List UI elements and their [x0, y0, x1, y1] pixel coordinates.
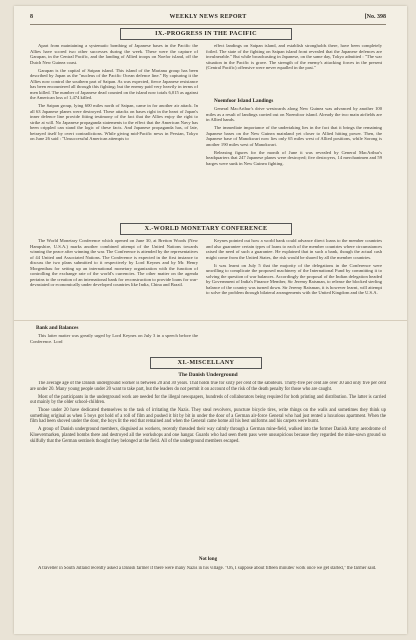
paragraph: A traveller in South Jutland recently asked a Danish farmer if there were many Nazis in his village. "Oh, I suppose about fifteen minutes' work once we get started," the farmer said. — [38, 566, 377, 571]
paragraph: This latter matter was greatly urged by Lord Keynes on July 3 in a speech before the Conference. Lord — [30, 333, 198, 344]
monetary-right-column — [206, 238, 382, 354]
paragraph: The average age of the Danish underground worker is between 20 and 30 years. That holds true for sixty per cent of the saboteurs. Thirty-five per cent are over 30 and only five per cent are under 20. Many young people under 20 want to take part, but the leaders do not permit it on account of the risk of the death penalty for those who are caught. — [30, 381, 386, 392]
page-number: 8 — [30, 14, 33, 20]
pacific-right-column-2 — [206, 106, 382, 219]
header-rule — [30, 24, 386, 25]
paragraph: Most of the participants in the underground work are needed for the illegal newspapers, hundreds of collaborators being required for both printing and distribution. The latter is carried out mainly by the older school-children. — [30, 394, 386, 406]
paragraph: effect landings on Saipan island, and establish strongholds there, have been completely foiled. The state of the fighting on Saipan island front revealed that the Japanese defences are invulnerable." But while broadcasting in Japanese, on the same day, Tokyo admitted : "The war situation in the Pacific is grave. The strength of the enemy's attacking forces in the present (Central Pacific) offensive were never equalled in the past." — [206, 43, 382, 70]
paragraph: Those under 20 have dedicated themselves to the task of irritating the Nazis. They steal revolvers, puncture bicycle tires, write things on the walls and sometimes they think up something original as when 5 boys got hold of a roll of film and pushed it bit by bit in under the door of a German air-force General who had just rented a luxurious apartment. When the film had been shoved under the door, the boys lit the end that remained and when the General came home all his best uniforms and his carpets were burnt. — [30, 408, 386, 425]
page-header — [30, 14, 386, 23]
not-long-subheading: Not long — [198, 557, 218, 562]
danish-underground-subheading: The Danish Underground — [178, 372, 238, 378]
paragraph: It was learnt on July 5 that the majority of the delegations in the Conference were unwilling to complicate the proposed machinery of the International Fund by committing it to solving the question of war balances. Accordingly the proposal of the Indian delegation headed by Government of India's Finance Member, Sir Jeremy Raisman, to release the blocked sterling balance of the country was turned down. Sir Jeremy Raisman, it is however learnt, will attempt to solve the problem through bilateral arrangements with the United Kingdom and the U.S.A. — [206, 262, 382, 296]
paragraph: Apart from maintaining a systematic bombing of Japanese bases in the Pacific the Allies have scored two other successes during the week. These were the capture of Garapan, in the Central Pacific, and the landing of Allied troops on Noefor island, off the Dutch New Guinea coast. — [30, 43, 198, 65]
paragraph: Keynes pointed out how a world bank could advance direct loans to the member countries and also guarantee certain types of loans to each of the member countries where circumstances raised the need of such a guarantee. He explained that in such a bank, though the actual cash might come from the United States, the risk would be shared by all the member countries. — [206, 238, 382, 260]
paragraph: The World Monetary Conference which opened on June 30, at Bretton Woods (New Hampshire, U.S.A.) marks another combined attempt of the United Nations towards winning the peace after winning the war. The Conference is attended by the representatives of 44 United and Associated Nations. The Conference is expected in the first instance to discuss the two plans submitted to it respectively by Lord Keynes and by Mr. Henry Morgenthau for setting up an international monetary organization with the function of controlling the exchange rate of the world's currencies. The other matter on the agenda pertains to the creation of an international bank for reconstruction to provide loans for war-devastated or economically under developed countries like India, China and Brazil. — [30, 238, 198, 287]
monetary-left-column — [30, 238, 198, 322]
paragraph: A group of Danish underground members, disguised as workers, recently threaded their way calmly through a German mine-field, walked into the former Danish Army aerodrome of Kloevermarken, planted bombs there and destroyed all the workshops and one hangar. Guards who had seen them pass were unsuspicious because they regarded the mine-sown ground so skilfully that the German sentinels thought they belonged at the field. All of the underground members escaped. — [30, 427, 386, 444]
paragraph: General MacArthur's drive westwards along New Guinea was advanced by another 100 miles as a result of landings carried out on Noemfoor island. Already the two main airfields are in Allied hands. — [206, 106, 382, 122]
monetary-left-column-2 — [30, 333, 198, 353]
paragraph: Releasing figures for the month of June it was revealed by General MacArthur's headquarters that 247 Japanese planes were destroyed; five destroyers, 14 merchantmen and 59 barges were sunk in New Guinea fighting. — [206, 149, 382, 166]
paragraph: The immediate importance of the undertaking lies in the fact that it brings the remaining Japanese bases on the New Guinea mainland yet closer to Allied hitting power. Then, the Japanese base of Manokwari now lies only 65 miles west of Allied positions, while Sorong is another 190 miles west of Manokwari. — [206, 125, 382, 147]
noemfoor-subheading: Noemfoor Island Landings — [214, 98, 274, 104]
paragraph: The Saipan group, lying 600 miles north of Saipan, came in for another air attack. In all 63 Japanese planes were destroyed. These attacks on bases right in the heart of Japan's inner defence line provide fitting testimony of the fact that the Allies enjoy the right to strike at will. No Japanese propaganda statements to the effect that the American Navy has been crippled can stand the logic of these facts. And Japanese propaganda has, of late, betrayed itself by overt contradictions. While giving mid-Pacific news in Persian, Tokyo on June 26 said : "Unsuccessful American attempts to — [30, 103, 198, 142]
publication-title: WEEKLY NEWS REPORT — [169, 14, 247, 20]
section-heading-monetary: X.-WORLD MONETARY CONFERENCE — [120, 223, 292, 235]
paragraph: Garapan is the capital of Saipan island. This island of the Mariana group has been described by Japan as the "nucleus of the Pacific Ocean defence line." By capturing it the Allies now control the southern part of Saipan. As was expected, fierce Japanese resistance has been encountered all through this fighting; but the enemy paid very heavily in terms of men killed. The number of Japanese dead counted on the island now totals 6,015 as against the American loss of 1,474 killed. — [30, 67, 198, 101]
not-long-body — [30, 566, 386, 590]
issue-number: [No. 398 — [364, 14, 386, 20]
bank-balances-subheading: Bank and Balances — [36, 325, 79, 331]
pacific-left-column — [30, 43, 198, 219]
miscellany-body — [30, 381, 386, 553]
section-heading-pacific: IX.-PROGRESS IN THE PACIFIC — [120, 28, 292, 40]
pacific-right-column — [206, 43, 382, 95]
section-heading-miscellany: XI.-MISCELLANY — [150, 357, 262, 369]
